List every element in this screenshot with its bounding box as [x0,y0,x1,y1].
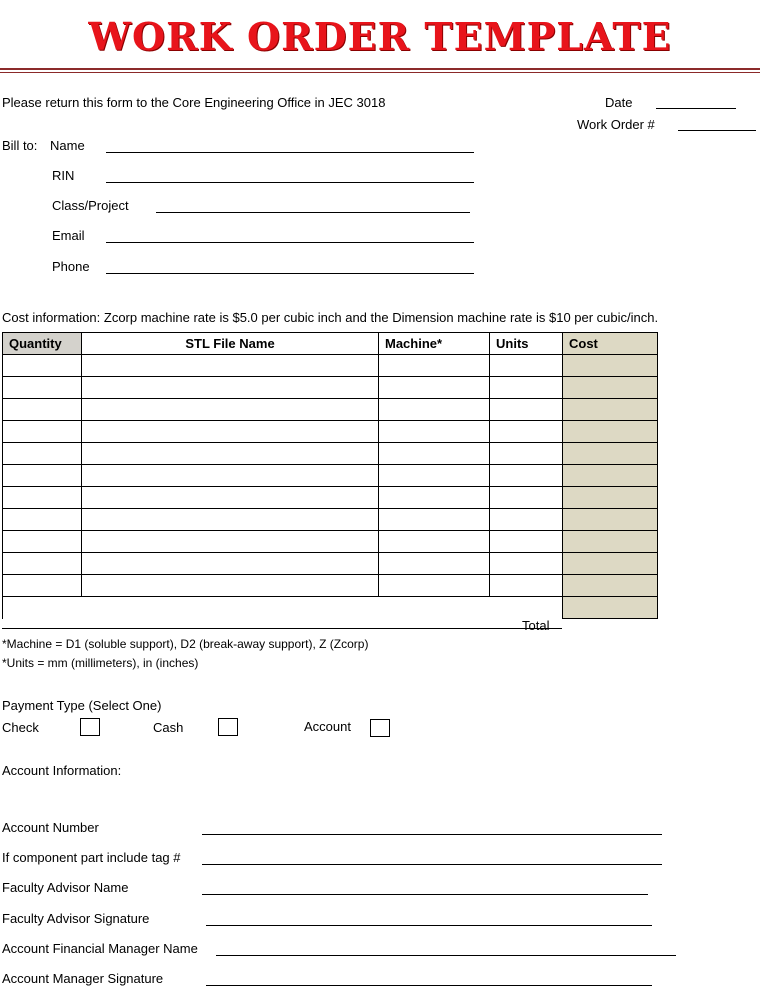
table-row [3,443,658,465]
email-label: Email [52,228,85,243]
page-title: WORK ORDER TEMPLATE [88,14,672,59]
machine-cell[interactable] [379,575,490,597]
quantity-cell[interactable] [3,399,82,421]
table-row [3,531,658,553]
cost-cell[interactable] [563,575,658,597]
stl-file-name-cell[interactable] [82,575,379,597]
table-row [3,575,658,597]
units-cell[interactable] [490,443,563,465]
units-cell[interactable] [490,509,563,531]
total-row [3,597,658,619]
cash-checkbox[interactable] [218,718,238,736]
machine-cell[interactable] [379,487,490,509]
name-field[interactable] [106,152,474,153]
header-machine: Machine* [379,333,490,355]
table-row [3,421,658,443]
machine-cell[interactable] [379,465,490,487]
class-project-label: Class/Project [52,198,129,213]
table-row [3,487,658,509]
table-row [3,465,658,487]
class-project-field[interactable] [156,212,470,213]
stl-file-name-cell[interactable] [82,531,379,553]
cost-cell[interactable] [563,509,658,531]
cost-cell[interactable] [563,377,658,399]
table-row [3,509,658,531]
units-cell[interactable] [490,421,563,443]
date-field[interactable] [656,108,736,109]
account-number-label: Account Number [2,820,99,835]
table-row [3,553,658,575]
cash-label: Cash [153,720,184,735]
quantity-cell[interactable] [3,355,82,377]
machine-cell[interactable] [379,399,490,421]
stl-file-name-cell[interactable] [82,443,379,465]
account-checkbox[interactable] [370,719,390,737]
payment-type-label: Payment Type (Select One) [2,698,162,713]
name-label: Name [50,138,85,153]
units-cell[interactable] [490,377,563,399]
table-row [3,377,658,399]
cost-cell[interactable] [563,531,658,553]
quantity-cell[interactable] [3,553,82,575]
units-cell[interactable] [490,465,563,487]
work-order-field[interactable] [678,130,756,131]
stl-file-name-cell[interactable] [82,399,379,421]
cost-cell[interactable] [563,465,658,487]
faculty-advisor-name-label: Faculty Advisor Name [2,880,129,895]
financial-manager-name-label: Account Financial Manager Name [2,941,198,956]
stl-file-name-cell[interactable] [82,377,379,399]
date-label: Date [605,95,633,110]
title-rule [0,68,760,70]
account-manager-signature-label: Account Manager Signature [2,971,164,986]
header-cost: Cost [563,333,658,355]
cost-table [2,332,658,619]
quantity-cell[interactable] [3,443,82,465]
header-units: Units [490,333,563,355]
rin-field[interactable] [106,182,474,183]
account-information-label: Account Information: [2,763,122,778]
cost-cell[interactable] [563,421,658,443]
machine-cell[interactable] [379,355,490,377]
machine-cell[interactable] [379,531,490,553]
machine-cell[interactable] [379,509,490,531]
cost-cell[interactable] [563,487,658,509]
faculty-advisor-name-field[interactable] [202,894,648,895]
stl-file-name-cell[interactable] [82,421,379,443]
stl-file-name-cell[interactable] [82,355,379,377]
units-cell[interactable] [490,575,563,597]
check-label: Check [2,720,39,735]
phone-label: Phone [52,259,90,274]
cost-cell[interactable] [563,553,658,575]
units-cell[interactable] [490,487,563,509]
units-cell[interactable] [490,553,563,575]
table-row [3,355,658,377]
table-row [3,399,658,421]
bill-to-label: Bill to: [2,138,38,153]
machine-cell[interactable] [379,377,490,399]
rin-label: RIN [52,168,75,183]
cost-cell[interactable] [563,355,658,377]
units-cell[interactable] [490,355,563,377]
units-cell[interactable] [490,531,563,553]
units-note: *Units = mm (millimeters), in (inches) [2,656,199,670]
machine-cell[interactable] [379,421,490,443]
quantity-cell[interactable] [3,575,82,597]
quantity-cell[interactable] [3,421,82,443]
work-order-label: Work Order # [577,117,655,132]
units-cell[interactable] [490,399,563,421]
total-cost-cell[interactable] [563,597,658,619]
title-rule-thin [0,72,760,73]
header-stl-file-name: STL File Name [82,333,379,355]
email-field[interactable] [106,242,474,243]
quantity-cell[interactable] [3,509,82,531]
table-header-row [3,333,658,355]
account-label: Account [304,719,351,734]
faculty-advisor-signature-field[interactable] [206,925,652,926]
check-checkbox[interactable] [80,718,100,736]
total-row-spacer [3,597,563,619]
stl-file-name-cell[interactable] [82,509,379,531]
total-label: Total [522,618,550,633]
account-manager-signature-field[interactable] [206,985,652,986]
quantity-cell[interactable] [3,531,82,553]
machine-cell[interactable] [379,443,490,465]
component-tag-label: If component part include tag # [2,850,181,865]
total-row-line [2,628,562,629]
machine-note: *Machine = D1 (soluble support), D2 (break-away support), Z (Zcorp) [2,637,369,651]
cost-info-text: Cost information: Zcorp machine rate is $5.0 per cubic inch and the Dimension machine rate is $10 per cubic/inch. [2,310,659,325]
account-number-field[interactable] [202,834,662,835]
faculty-advisor-signature-label: Faculty Advisor Signature [2,911,150,926]
stl-file-name-cell[interactable] [82,553,379,575]
cost-cell[interactable] [563,399,658,421]
machine-cell[interactable] [379,553,490,575]
component-tag-field[interactable] [202,864,662,865]
intro-text: Please return this form to the Core Engineering Office in JEC 3018 [2,95,386,110]
quantity-cell[interactable] [3,377,82,399]
phone-field[interactable] [106,273,474,274]
cost-cell[interactable] [563,443,658,465]
header-quantity: Quantity [3,333,82,355]
quantity-cell[interactable] [3,465,82,487]
stl-file-name-cell[interactable] [82,487,379,509]
financial-manager-name-field[interactable] [216,955,676,956]
quantity-cell[interactable] [3,487,82,509]
stl-file-name-cell[interactable] [82,465,379,487]
